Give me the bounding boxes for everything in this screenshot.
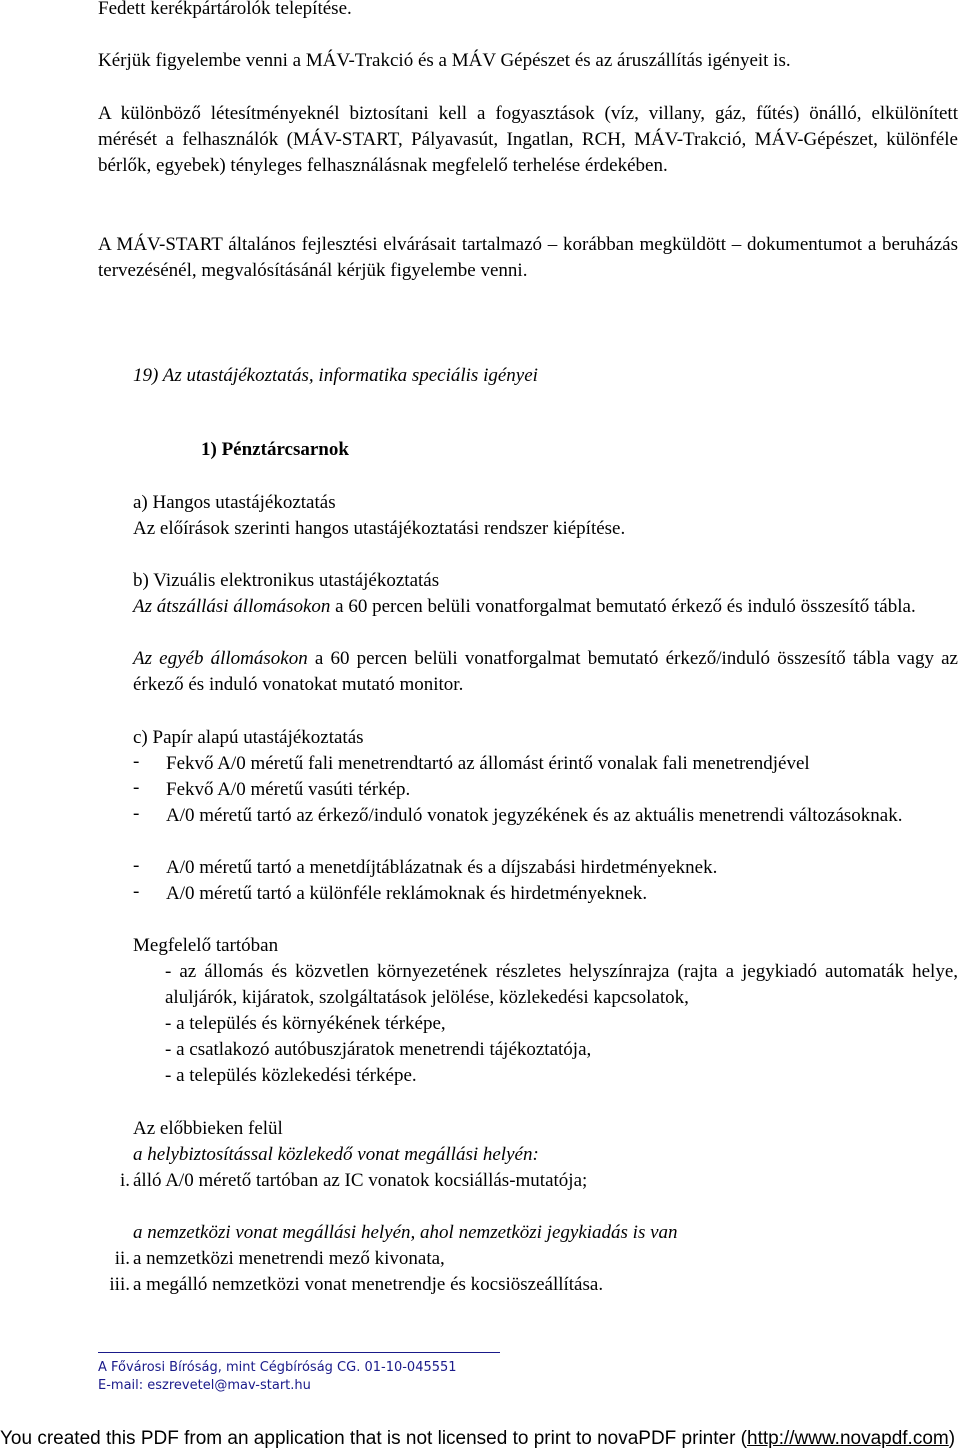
intro-line-1: Fedett kerékpártárolók telepítése. — [98, 0, 352, 19]
section-title: 19) Az utastájékoztatás, informatika speciális igényei — [133, 365, 538, 386]
roman-numeral: ii. — [114, 1248, 130, 1269]
item-a-text: Az előírások szerinti hangos utastájékoztatási rendszer kiépítése. — [133, 518, 626, 539]
list-item-text: A/0 méretű tartó az érkező/induló vonatok jegyzékének és az aktuális menetrendi változásoknak. — [166, 805, 903, 826]
novapdf-link[interactable]: http://www.novapdf.com — [747, 1428, 949, 1449]
dash-marker: - — [133, 803, 140, 824]
list-item: - a település közlekedési térképe. — [165, 1065, 417, 1086]
roman-text: a nemzetközi menetrendi mező kivonata, — [133, 1248, 445, 1269]
footer-court: A Fővárosi Bíróság, mint Cégbíróság CG. 01-10-045551 — [98, 1360, 457, 1375]
extra-italic-1: a helybiztosítással közlekedő vonat megállási helyén: — [133, 1144, 539, 1165]
list-item-text: A/0 méretű tartó a menetdíjtáblázatnak és a díjszabási hirdetményeknek. — [166, 857, 718, 878]
roman-text: álló A/0 mérető tartóban az IC vonatok kocsiállás-mutatója; — [133, 1170, 588, 1191]
item-b-p2-em: Az egyéb állomásokon — [133, 648, 308, 669]
list-item: - a település és környékének térképe, — [165, 1013, 446, 1034]
intro-line-2: Kérjük figyelembe venni a MÁV-Trakció és a MÁV Gépészet és az áruszállítás igényeit is. — [98, 50, 791, 71]
list-item: - a csatlakozó autóbuszjáratok menetrendi tájékoztatója, — [165, 1039, 592, 1060]
footer-email: E-mail: eszrevetel@mav-start.hu — [98, 1378, 311, 1393]
megfelelo-label: Megfelelő tartóban — [133, 935, 279, 956]
roman-numeral: i. — [119, 1170, 130, 1191]
intro-paragraph-2: A MÁV-START általános fejlesztési elvárásait tartalmazó – korábban megküldött – dokumentumot a beruházás tervezésénél, megvalósításánál kérjük figyelembe venni. — [98, 234, 958, 281]
item-b-label: b) Vizuális elektronikus utastájékoztatás — [133, 570, 440, 591]
item-b-paragraph-2 — [133, 646, 958, 698]
roman-numeral: iii. — [109, 1274, 130, 1295]
list-item: - az állomás és közvetlen környezetének részletes helyszínrajza (rajta a jegykiadó automaták helye, aluljárók, kijáratok, szolgáltatások jelölése, közlekedési kapcsolatok, — [165, 961, 958, 1008]
dash-marker: - — [133, 881, 140, 902]
item-b-paragraph-1 — [133, 594, 958, 620]
novapdf-notice — [0, 1428, 960, 1450]
list-item-text: Fekvő A/0 méretű fali menetrendtartó az állomást érintő vonalak fali menetrendjével — [166, 753, 810, 774]
item-c-label: c) Papír alapú utastájékoztatás — [133, 727, 364, 748]
dash-marker: - — [133, 855, 140, 876]
item-b-p2-rest: a 60 percen belüli vonatforgalmat bemutató érkező/induló összesítő tábla vagy az érkező és induló vonatokat mutató monitor. — [133, 648, 958, 695]
list-item-text: A/0 méretű tartó a különféle reklámoknak és hirdetményeknek. — [166, 883, 648, 904]
novapdf-text-end: ) — [948, 1428, 956, 1449]
dash-marker: - — [133, 751, 140, 772]
item-b-p1-em: Az átszállási állomásokon — [133, 596, 331, 617]
novapdf-text: You created this PDF from an application that is not licensed to print to novaPDF printer ( — [0, 1428, 748, 1449]
list-item-text: Fekvő A/0 méretű vasúti térkép. — [166, 779, 411, 800]
extra-italic-2: a nemzetközi vonat megállási helyén, ahol nemzetközi jegykiadás is van — [133, 1222, 678, 1243]
intro-paragraph-1: A különböző létesítményeknél biztosítani kell a fogyasztások (víz, villany, gáz, fűtés) önálló, elkülönített mérését a felhasználók (MÁV-START, Pályavasút, Ingatlan, RCH, MÁV-Trakció, MÁV-Gépészet, különféle bérlők, egyebek) tényleges felhasználásnak megfelelő terhelése érdekében. — [98, 103, 958, 176]
dash-marker: - — [133, 777, 140, 798]
section-subtitle: 1) Pénztárcsarnok — [201, 439, 349, 460]
footer-divider — [98, 1352, 500, 1353]
item-b-p1-rest: a 60 percen belüli vonatforgalmat bemutató érkező és induló összesítő tábla. — [330, 596, 916, 617]
roman-text: a megálló nemzetközi vonat menetrendje és kocsiöszeállítása. — [133, 1274, 604, 1295]
extra-label: Az előbbieken felül — [133, 1118, 283, 1139]
item-a-label: a) Hangos utastájékoztatás — [133, 492, 336, 513]
